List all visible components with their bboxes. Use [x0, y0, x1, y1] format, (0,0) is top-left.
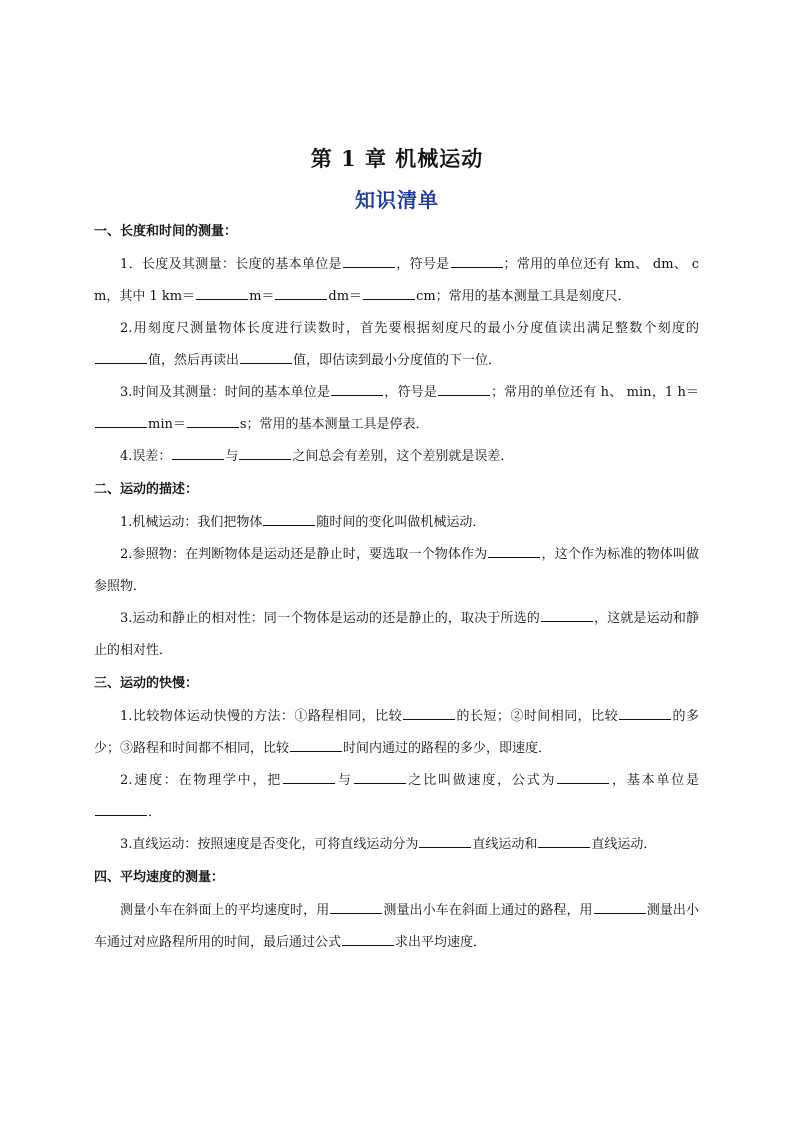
paragraph-text: 3.运动和静止的相对性：同一个物体是运动的还是静止的，取决于所选的	[120, 611, 540, 626]
paragraph-text: ，符号是	[384, 385, 437, 400]
paragraph-text: 与	[225, 449, 239, 464]
paragraph-text: 测量出小车通过对应路程所用的时间，最后通过公式	[94, 903, 699, 950]
paragraph-text: 3.时间及其测量：时间的基本单位是	[120, 385, 331, 400]
question-paragraph	[94, 441, 699, 473]
answer-blank[interactable]	[538, 835, 590, 848]
paragraph-text: ．	[148, 805, 162, 820]
paragraph-text: min＝	[148, 417, 186, 432]
answer-blank[interactable]	[363, 287, 415, 300]
paragraph-text: 直线运动和	[472, 837, 538, 852]
answer-blank[interactable]	[196, 287, 248, 300]
answer-blank[interactable]	[541, 609, 593, 622]
paragraph-text: ，这就是运动和静止的相对性．	[94, 611, 699, 658]
answer-blank[interactable]	[239, 447, 291, 460]
answer-blank[interactable]	[419, 835, 471, 848]
answer-blank[interactable]	[403, 707, 455, 720]
question-paragraph	[94, 603, 699, 667]
section-heading: 三、运动的快慢：	[94, 676, 199, 691]
section-heading: 四、平均速度的测量：	[94, 870, 225, 885]
paragraph-text: 2.速度：在物理学中，把	[120, 773, 283, 788]
answer-blank[interactable]	[557, 771, 609, 784]
paragraph-text: 与	[336, 773, 353, 788]
answer-blank[interactable]	[263, 513, 315, 526]
question-paragraph	[94, 765, 699, 829]
answer-blank[interactable]	[95, 415, 147, 428]
paragraph-text: 测量小车在斜面上的平均速度时，用	[120, 903, 330, 918]
paragraph-text: 测量出小车在斜面上通过的路程，用	[383, 903, 593, 918]
section-heading: 二、运动的描述：	[94, 482, 199, 497]
paragraph-text: 4.误差：	[120, 449, 172, 464]
question-paragraph	[94, 249, 699, 313]
paragraph-text: 值，然后再读出	[148, 353, 240, 368]
paragraph-text: 1.机械运动：我们把物体	[120, 515, 263, 530]
paragraph-text: 值，即估读到最小分度值的下一位．	[293, 353, 502, 368]
paragraph-text: 1.比较物体运动快慢的方法：①路程相同，比较	[120, 709, 403, 724]
answer-blank[interactable]	[331, 383, 383, 396]
answer-blank[interactable]	[275, 287, 327, 300]
answer-blank[interactable]	[95, 351, 147, 364]
answer-blank[interactable]	[354, 771, 406, 784]
question-paragraph	[94, 507, 699, 539]
paragraph-text: 1．长度及其测量：长度的基本单位是	[120, 257, 342, 272]
answer-blank[interactable]	[594, 901, 646, 914]
paragraph-text: ；常用的单位还有 h、 min，1 h＝	[491, 385, 699, 400]
chapter-title: 第 1 章 机械运动	[310, 146, 484, 171]
answer-blank[interactable]	[342, 933, 394, 946]
paragraph-text: ，这个作为标准的物体叫做参照物．	[94, 547, 699, 594]
answer-blank[interactable]	[619, 707, 671, 720]
paragraph-text: m＝	[249, 289, 275, 304]
paragraph-text: 的长短；②时间相同，比较	[456, 709, 619, 724]
answer-blank[interactable]	[187, 415, 239, 428]
answer-blank[interactable]	[438, 383, 490, 396]
paragraph-text: ，基本单位是	[610, 773, 699, 788]
paragraph-text: s；常用的基本测量工具是停表．	[239, 417, 429, 432]
answer-blank[interactable]	[172, 447, 224, 460]
paragraph-text: ；常用的单位还有 km、 dm、 cm，其中 1 km＝	[94, 257, 699, 304]
answer-blank[interactable]	[240, 351, 292, 364]
answer-blank[interactable]	[330, 901, 382, 914]
knowledge-list	[94, 224, 699, 959]
paragraph-text: 3.直线运动：按照速度是否变化，可将直线运动分为	[120, 837, 419, 852]
answer-blank[interactable]	[290, 739, 342, 752]
paragraph-text: 直线运动．	[591, 837, 657, 852]
paragraph-text: ，符号是	[395, 257, 450, 272]
paragraph-text: cm；常用的基本测量工具是刻度尺．	[416, 289, 631, 304]
section-heading: 一、长度和时间的测量：	[94, 224, 238, 239]
question-paragraph	[94, 377, 699, 441]
paragraph-text: 2.参照物：在判断物体是运动还是静止时，要选取一个物体作为	[120, 547, 488, 562]
paragraph-text: 2.用刻度尺测量物体长度进行读数时，首先要根据刻度尺的最小分度值读出满足整数个刻度的	[120, 321, 699, 336]
section-subtitle: 知识清单	[355, 188, 439, 212]
answer-blank[interactable]	[451, 255, 503, 268]
answer-blank[interactable]	[283, 771, 335, 784]
question-paragraph	[94, 701, 699, 765]
paragraph-text: 的多少；③路程和时间都不相同，比较	[94, 709, 699, 756]
answer-blank[interactable]	[343, 255, 395, 268]
paragraph-text: dm＝	[328, 289, 363, 304]
question-paragraph	[94, 829, 699, 861]
paragraph-text: 之间总会有差别，这个差别就是误差．	[292, 449, 514, 464]
paragraph-text: 求出平均速度．	[395, 935, 487, 950]
paragraph-text: 之比叫做速度，公式为	[406, 773, 557, 788]
answer-blank[interactable]	[488, 545, 540, 558]
question-paragraph	[94, 895, 699, 959]
question-paragraph	[94, 539, 699, 603]
paragraph-text: 随时间的变化叫做机械运动．	[316, 515, 486, 530]
answer-blank[interactable]	[95, 803, 147, 816]
paragraph-text: 时间内通过的路程的多少，即速度．	[343, 741, 552, 756]
question-paragraph	[94, 313, 699, 377]
